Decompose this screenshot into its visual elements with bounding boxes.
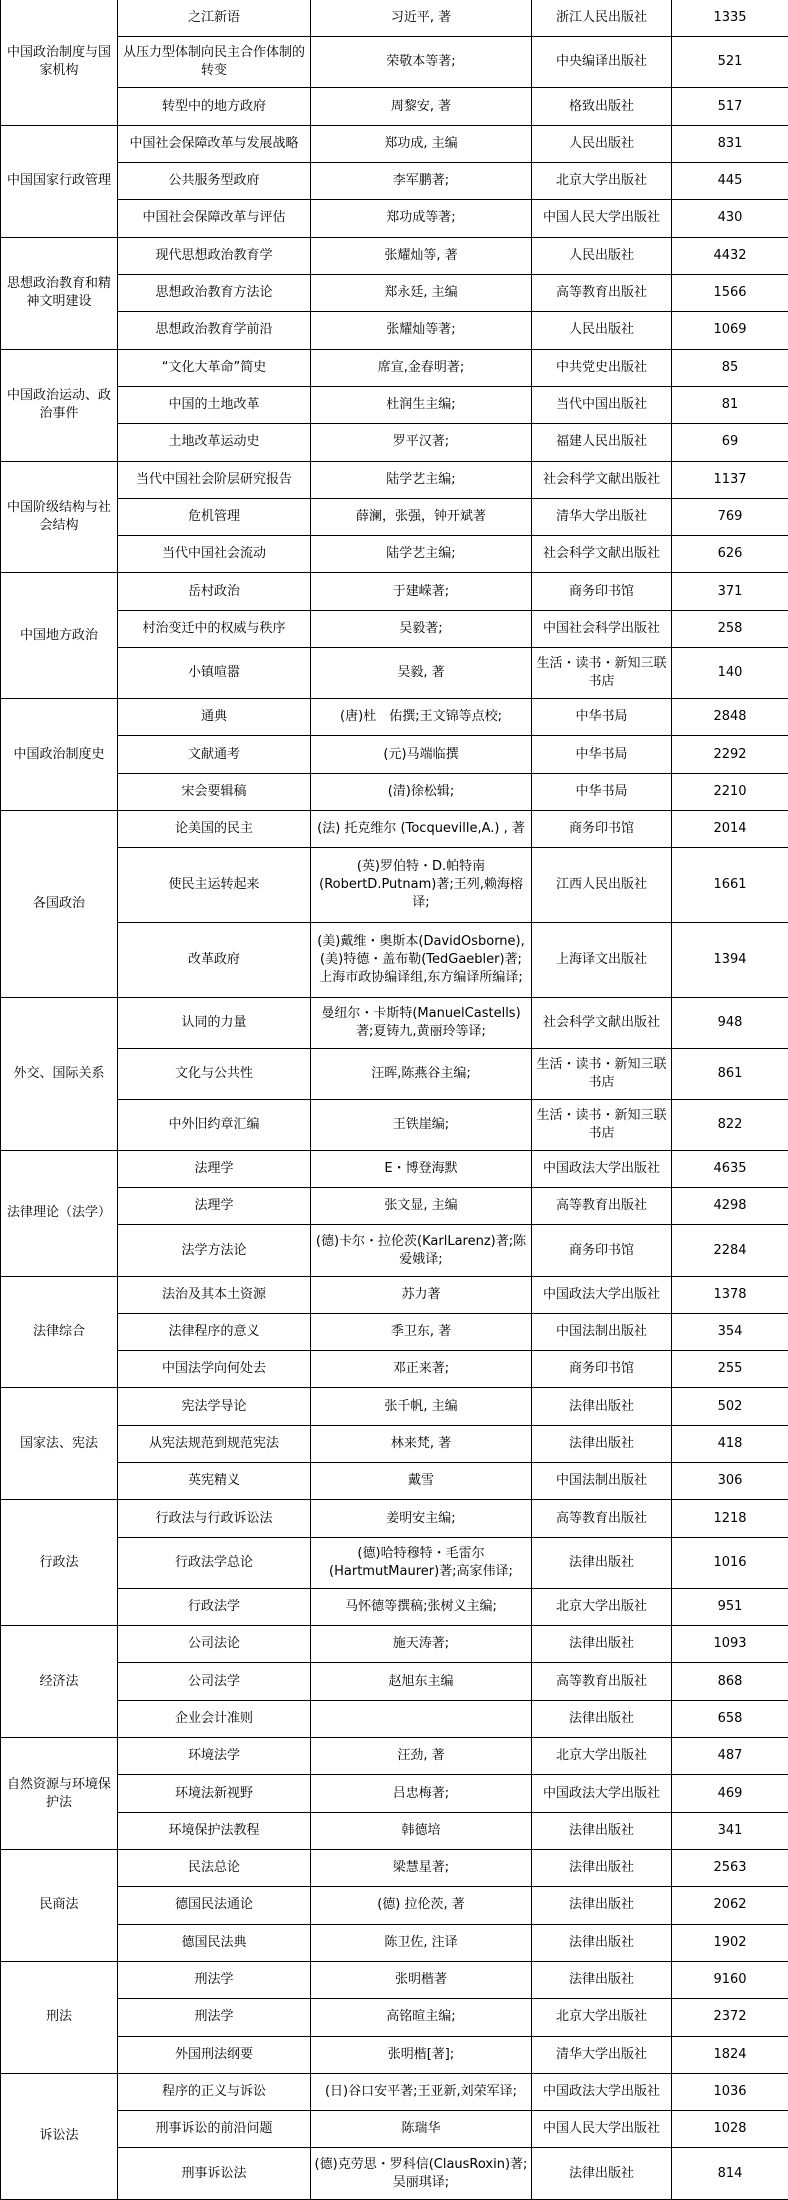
author-cell: 高铭暄主编; <box>311 1999 532 2036</box>
table-row <box>1 1225 788 1276</box>
count-cell: 502 <box>672 1388 788 1425</box>
publisher-cell: 高等教育出版社 <box>532 1188 672 1225</box>
table-row <box>1 1700 788 1737</box>
publisher-cell: 人民出版社 <box>532 237 672 274</box>
count-cell: 1394 <box>672 923 788 998</box>
count-cell: 306 <box>672 1463 788 1500</box>
author-cell: 张文显, 主编 <box>311 1188 532 1225</box>
book-title-cell: 改革政府 <box>118 923 311 998</box>
author-cell: 习近平, 著 <box>311 0 532 37</box>
table-row <box>1 0 788 37</box>
publisher-cell: 社会科学文献出版社 <box>532 461 672 498</box>
count-cell: 85 <box>672 349 788 386</box>
publisher-cell: 中国法制出版社 <box>532 1313 672 1350</box>
author-cell: 戴雪 <box>311 1463 532 1500</box>
author-cell: 姜明安主编; <box>311 1500 532 1537</box>
author-cell: (清)徐松辑; <box>311 773 532 810</box>
book-title-cell: 公司法学 <box>118 1663 311 1700</box>
count-cell: 469 <box>672 1775 788 1812</box>
author-cell: 梁慧星著; <box>311 1849 532 1886</box>
book-title-cell: 刑法学 <box>118 1961 311 1998</box>
table-row <box>1 1999 788 2036</box>
author-cell: 陆学艺主编; <box>311 536 532 573</box>
publisher-cell: 生活・读书・新知三联书店 <box>532 1099 672 1150</box>
publisher-cell: 法律出版社 <box>532 1887 672 1924</box>
table-row <box>1 573 788 610</box>
count-cell: 1028 <box>672 2111 788 2148</box>
author-cell: 周黎安, 著 <box>311 88 532 125</box>
count-cell: 4432 <box>672 237 788 274</box>
author-cell: (英)罗伯特・D.帕特南(RobertD.Putnam)著;王列,赖海榕译; <box>311 848 532 923</box>
book-title-cell: 公司法论 <box>118 1626 311 1663</box>
table-row <box>1 1099 788 1150</box>
book-title-cell: “文化大革命”简史 <box>118 349 311 386</box>
publisher-cell: 福建人民出版社 <box>532 424 672 461</box>
book-title-cell: 法理学 <box>118 1150 311 1187</box>
count-cell: 418 <box>672 1425 788 1462</box>
author-cell: 马怀德等撰稿;张树义主编; <box>311 1588 532 1625</box>
author-cell: 郑永廷, 主编 <box>311 274 532 311</box>
table-row <box>1 699 788 736</box>
book-title-cell: 村治变迁中的权威与秩序 <box>118 610 311 647</box>
author-cell: 李军鹏著; <box>311 163 532 200</box>
count-cell: 140 <box>672 648 788 699</box>
count-cell: 1824 <box>672 2036 788 2073</box>
count-cell: 354 <box>672 1313 788 1350</box>
author-cell: (德)卡尔・拉伦茨(KarlLarenz)著;陈爱娥译; <box>311 1225 532 1276</box>
book-title-cell: 从压力型体制向民主合作体制的转变 <box>118 37 311 88</box>
table-row <box>1 1048 788 1099</box>
book-title-cell: 法律程序的意义 <box>118 1313 311 1350</box>
table-row <box>1 274 788 311</box>
count-cell: 1069 <box>672 312 788 349</box>
table-row <box>1 2148 788 2200</box>
count-cell: 1335 <box>672 0 788 37</box>
book-title-cell: 中国社会保障改革与发展战略 <box>118 125 311 162</box>
count-cell: 487 <box>672 1738 788 1775</box>
publisher-cell: 商务印书馆 <box>532 1225 672 1276</box>
author-cell: 张千帆, 主编 <box>311 1388 532 1425</box>
book-title-cell: 法学方法论 <box>118 1225 311 1276</box>
book-title-cell: 法理学 <box>118 1188 311 1225</box>
publisher-cell: 商务印书馆 <box>532 573 672 610</box>
book-title-cell: 企业会计准则 <box>118 1700 311 1737</box>
book-title-cell: 中国法学向何处去 <box>118 1351 311 1388</box>
table-row <box>1 1500 788 1537</box>
count-cell: 255 <box>672 1351 788 1388</box>
table-row <box>1 1588 788 1625</box>
count-cell: 521 <box>672 37 788 88</box>
category-cell: 各国政治 <box>1 811 118 998</box>
author-cell: 王铁崖编; <box>311 1099 532 1150</box>
table-row <box>1 498 788 535</box>
count-cell: 1661 <box>672 848 788 923</box>
author-cell: 罗平汉著; <box>311 424 532 461</box>
book-title-cell: 使民主运转起来 <box>118 848 311 923</box>
author-cell: 杜润生主编; <box>311 386 532 423</box>
table-row <box>1 163 788 200</box>
book-title-cell: 环境法学 <box>118 1738 311 1775</box>
publisher-cell: 中华书局 <box>532 773 672 810</box>
table-row <box>1 1388 788 1425</box>
count-cell: 258 <box>672 610 788 647</box>
table-row <box>1 37 788 88</box>
book-title-cell: 思想政治教育方法论 <box>118 274 311 311</box>
author-cell: 韩德培 <box>311 1812 532 1849</box>
count-cell: 4635 <box>672 1150 788 1187</box>
count-cell: 517 <box>672 88 788 125</box>
author-cell: 席宣,金春明著; <box>311 349 532 386</box>
count-cell: 861 <box>672 1048 788 1099</box>
publisher-cell: 人民出版社 <box>532 312 672 349</box>
book-title-cell: 文献通考 <box>118 736 311 773</box>
publisher-cell: 法律出版社 <box>532 1537 672 1588</box>
author-cell: 汪晖,陈燕谷主编; <box>311 1048 532 1099</box>
count-cell: 445 <box>672 163 788 200</box>
category-cell: 中国阶级结构与社会结构 <box>1 461 118 573</box>
author-cell: E・博登海默 <box>311 1150 532 1187</box>
author-cell: 陆学艺主编; <box>311 461 532 498</box>
table-row <box>1 1313 788 1350</box>
publisher-cell: 中国政法大学出版社 <box>532 2073 672 2110</box>
publisher-cell: 法律出版社 <box>532 2148 672 2200</box>
publisher-cell: 法律出版社 <box>532 1700 672 1737</box>
table-row <box>1 386 788 423</box>
publisher-cell: 江西人民出版社 <box>532 848 672 923</box>
book-title-cell: 外国刑法纲要 <box>118 2036 311 2073</box>
publisher-cell: 中华书局 <box>532 699 672 736</box>
table-row <box>1 1775 788 1812</box>
count-cell: 1902 <box>672 1924 788 1961</box>
author-cell: 曼纽尔・卡斯特(ManuelCastells)著;夏铸九,黄丽玲等译; <box>311 997 532 1048</box>
author-cell <box>311 1700 532 1737</box>
publisher-cell: 人民出版社 <box>532 125 672 162</box>
category-cell: 行政法 <box>1 1500 118 1626</box>
table-row <box>1 1188 788 1225</box>
category-cell: 中国地方政治 <box>1 573 118 699</box>
count-cell: 831 <box>672 125 788 162</box>
author-cell: (法) 托克维尔 (Tocqueville,A.) , 著 <box>311 811 532 848</box>
table-row <box>1 1812 788 1849</box>
publisher-cell: 高等教育出版社 <box>532 1500 672 1537</box>
book-title-cell: 宪法学导论 <box>118 1388 311 1425</box>
book-title-cell: 行政法学总论 <box>118 1537 311 1588</box>
author-cell: 汪劲, 著 <box>311 1738 532 1775</box>
publisher-cell: 北京大学出版社 <box>532 1588 672 1625</box>
table-row <box>1 200 788 237</box>
count-cell: 1036 <box>672 2073 788 2110</box>
book-title-cell: 转型中的地方政府 <box>118 88 311 125</box>
author-cell: 荣敬本等著; <box>311 37 532 88</box>
publisher-cell: 中共党史出版社 <box>532 349 672 386</box>
author-cell: 吴毅著; <box>311 610 532 647</box>
table-row <box>1 1961 788 1998</box>
publisher-cell: 北京大学出版社 <box>532 163 672 200</box>
count-cell: 4298 <box>672 1188 788 1225</box>
publisher-cell: 商务印书馆 <box>532 1351 672 1388</box>
author-cell: 林来梵, 著 <box>311 1425 532 1462</box>
publisher-cell: 中国人民大学出版社 <box>532 2111 672 2148</box>
table-row <box>1 2111 788 2148</box>
author-cell: 施天涛著; <box>311 1626 532 1663</box>
count-cell: 2292 <box>672 736 788 773</box>
count-cell: 658 <box>672 1700 788 1737</box>
count-cell: 1218 <box>672 1500 788 1537</box>
publisher-cell: 社会科学文献出版社 <box>532 536 672 573</box>
table-row <box>1 811 788 848</box>
category-cell: 国家法、宪法 <box>1 1388 118 1500</box>
book-title-cell: 土地改革运动史 <box>118 424 311 461</box>
table-row <box>1 1276 788 1313</box>
table-row <box>1 1849 788 1886</box>
book-title-cell: 刑事诉讼的前沿问题 <box>118 2111 311 2148</box>
table-row <box>1 312 788 349</box>
author-cell: 陈卫佐, 注译 <box>311 1924 532 1961</box>
publisher-cell: 当代中国出版社 <box>532 386 672 423</box>
category-cell: 中国政治运动、政治事件 <box>1 349 118 461</box>
category-cell: 诉讼法 <box>1 2073 118 2199</box>
category-cell: 经济法 <box>1 1626 118 1738</box>
publisher-cell: 清华大学出版社 <box>532 2036 672 2073</box>
book-title-cell: 环境法新视野 <box>118 1775 311 1812</box>
table-row <box>1 736 788 773</box>
book-title-cell: 现代思想政治教育学 <box>118 237 311 274</box>
book-title-cell: 民法总论 <box>118 1849 311 1886</box>
publisher-cell: 社会科学文献出版社 <box>532 997 672 1048</box>
count-cell: 430 <box>672 200 788 237</box>
count-cell: 1137 <box>672 461 788 498</box>
book-title-cell: 程序的正义与诉讼 <box>118 2073 311 2110</box>
publisher-cell: 中国法制出版社 <box>532 1463 672 1500</box>
table-row <box>1 2036 788 2073</box>
count-cell: 951 <box>672 1588 788 1625</box>
table-row <box>1 997 788 1048</box>
author-cell: 苏力著 <box>311 1276 532 1313</box>
table-row <box>1 1463 788 1500</box>
table-row <box>1 349 788 386</box>
author-cell: 于建嵘著; <box>311 573 532 610</box>
book-title-cell: 通典 <box>118 699 311 736</box>
category-cell: 外交、国际关系 <box>1 997 118 1150</box>
table-row <box>1 848 788 923</box>
book-title-cell: 公共服务型政府 <box>118 163 311 200</box>
count-cell: 9160 <box>672 1961 788 1998</box>
count-cell: 948 <box>672 997 788 1048</box>
count-cell: 769 <box>672 498 788 535</box>
count-cell: 69 <box>672 424 788 461</box>
publisher-cell: 法律出版社 <box>532 1961 672 1998</box>
book-title-cell: 之江新语 <box>118 0 311 37</box>
table-row <box>1 923 788 998</box>
author-cell: 张明楷[著]; <box>311 2036 532 2073</box>
category-cell: 思想政治教育和精神文明建设 <box>1 237 118 349</box>
count-cell: 1093 <box>672 1626 788 1663</box>
count-cell: 2284 <box>672 1225 788 1276</box>
author-cell: (德)克劳思・罗科信(ClausRoxin)著;吴丽琪译; <box>311 2148 532 2200</box>
count-cell: 2014 <box>672 811 788 848</box>
table-row <box>1 1150 788 1187</box>
table-row <box>1 1626 788 1663</box>
table-row <box>1 1663 788 1700</box>
book-title-cell: 中外旧约章汇编 <box>118 1099 311 1150</box>
table-row <box>1 125 788 162</box>
table-row <box>1 237 788 274</box>
publisher-cell: 中华书局 <box>532 736 672 773</box>
table-row <box>1 461 788 498</box>
table-row <box>1 1425 788 1462</box>
author-cell: (元)马端临撰 <box>311 736 532 773</box>
category-cell: 中国政治制度史 <box>1 699 118 811</box>
author-cell: 邓正来著; <box>311 1351 532 1388</box>
author-cell: 张明楷著 <box>311 1961 532 1998</box>
table-row <box>1 536 788 573</box>
table-row <box>1 648 788 699</box>
publisher-cell: 法律出版社 <box>532 1849 672 1886</box>
publisher-cell: 中国人民大学出版社 <box>532 200 672 237</box>
publisher-cell: 北京大学出版社 <box>532 1738 672 1775</box>
author-cell: (德)哈特穆特・毛雷尔(HartmutMaurer)著;高家伟译; <box>311 1537 532 1588</box>
book-title-cell: 文化与公共性 <box>118 1048 311 1099</box>
book-title-cell: 行政法与行政诉讼法 <box>118 1500 311 1537</box>
table-row <box>1 610 788 647</box>
publisher-cell: 高等教育出版社 <box>532 1663 672 1700</box>
category-cell: 自然资源与环境保护法 <box>1 1738 118 1850</box>
author-cell: 陈瑞华 <box>311 2111 532 2148</box>
count-cell: 626 <box>672 536 788 573</box>
book-title-cell: 认同的力量 <box>118 997 311 1048</box>
publisher-cell: 中央编译出版社 <box>532 37 672 88</box>
author-cell: (德) 拉伦茨, 著 <box>311 1887 532 1924</box>
publisher-cell: 法律出版社 <box>532 1626 672 1663</box>
publisher-cell: 浙江人民出版社 <box>532 0 672 37</box>
publisher-cell: 北京大学出版社 <box>532 1999 672 2036</box>
author-cell: 张耀灿等著; <box>311 312 532 349</box>
count-cell: 2563 <box>672 1849 788 1886</box>
publisher-cell: 高等教育出版社 <box>532 274 672 311</box>
book-title-cell: 法治及其本土资源 <box>118 1276 311 1313</box>
table-row <box>1 1924 788 1961</box>
book-title-cell: 当代中国社会阶层研究报告 <box>118 461 311 498</box>
book-title-cell: 当代中国社会流动 <box>118 536 311 573</box>
publisher-cell: 清华大学出版社 <box>532 498 672 535</box>
category-cell: 法律综合 <box>1 1276 118 1388</box>
publisher-cell: 格致出版社 <box>532 88 672 125</box>
count-cell: 822 <box>672 1099 788 1150</box>
book-title-cell: 岳村政治 <box>118 573 311 610</box>
publisher-cell: 法律出版社 <box>532 1425 672 1462</box>
publisher-cell: 生活・读书・新知三联书店 <box>532 648 672 699</box>
author-cell: 郑功成等著; <box>311 200 532 237</box>
book-title-cell: 德国民法通论 <box>118 1887 311 1924</box>
table-row <box>1 1537 788 1588</box>
author-cell: (日)谷口安平著;王亚新,刘荣军译; <box>311 2073 532 2110</box>
publisher-cell: 法律出版社 <box>532 1924 672 1961</box>
author-cell: 郑功成, 主编 <box>311 125 532 162</box>
table-row <box>1 424 788 461</box>
count-cell: 81 <box>672 386 788 423</box>
book-title-cell: 英宪精义 <box>118 1463 311 1500</box>
book-title-cell: 行政法学 <box>118 1588 311 1625</box>
author-cell: 薛澜，张强，钟开斌著 <box>311 498 532 535</box>
publisher-cell: 中国政法大学出版社 <box>532 1775 672 1812</box>
table-body <box>1 0 788 2200</box>
book-title-cell: 环境保护法教程 <box>118 1812 311 1849</box>
count-cell: 1378 <box>672 1276 788 1313</box>
book-title-cell: 中国社会保障改革与评估 <box>118 200 311 237</box>
book-title-cell: 小镇喧嚣 <box>118 648 311 699</box>
category-cell: 中国国家行政管理 <box>1 125 118 237</box>
book-title-cell: 危机管理 <box>118 498 311 535</box>
author-cell: (唐)杜 佑撰;王文锦等点校; <box>311 699 532 736</box>
book-title-cell: 宋会要辑稿 <box>118 773 311 810</box>
count-cell: 2210 <box>672 773 788 810</box>
publisher-cell: 上海译文出版社 <box>532 923 672 998</box>
author-cell: 吴毅, 著 <box>311 648 532 699</box>
publisher-cell: 生活・读书・新知三联书店 <box>532 1048 672 1099</box>
table-row <box>1 1738 788 1775</box>
book-title-cell: 中国的土地改革 <box>118 386 311 423</box>
book-title-cell: 思想政治教育学前沿 <box>118 312 311 349</box>
author-cell: 吕忠梅著; <box>311 1775 532 1812</box>
category-cell: 刑法 <box>1 1961 118 2073</box>
author-cell: 赵旭东主编 <box>311 1663 532 1700</box>
count-cell: 814 <box>672 2148 788 2200</box>
count-cell: 2372 <box>672 1999 788 2036</box>
count-cell: 2848 <box>672 699 788 736</box>
publisher-cell: 商务印书馆 <box>532 811 672 848</box>
author-cell: 张耀灿等, 著 <box>311 237 532 274</box>
publisher-cell: 中国政法大学出版社 <box>532 1276 672 1313</box>
book-title-cell: 论美国的民主 <box>118 811 311 848</box>
count-cell: 341 <box>672 1812 788 1849</box>
count-cell: 868 <box>672 1663 788 1700</box>
publisher-cell: 法律出版社 <box>532 1388 672 1425</box>
book-title-cell: 刑事诉讼法 <box>118 2148 311 2200</box>
count-cell: 1016 <box>672 1537 788 1588</box>
category-cell: 中国政治制度与国家机构 <box>1 0 118 125</box>
table-row <box>1 773 788 810</box>
publisher-cell: 法律出版社 <box>532 1812 672 1849</box>
book-title-cell: 从宪法规范到规范宪法 <box>118 1425 311 1462</box>
book-title-cell: 刑法学 <box>118 1999 311 2036</box>
count-cell: 371 <box>672 573 788 610</box>
table-row <box>1 88 788 125</box>
table-row <box>1 2073 788 2110</box>
publisher-cell: 中国政法大学出版社 <box>532 1150 672 1187</box>
category-cell: 民商法 <box>1 1849 118 1961</box>
count-cell: 2062 <box>672 1887 788 1924</box>
author-cell: 季卫东, 著 <box>311 1313 532 1350</box>
category-cell: 法律理论（法学） <box>1 1150 118 1276</box>
count-cell: 1566 <box>672 274 788 311</box>
book-title-cell: 德国民法典 <box>118 1924 311 1961</box>
publisher-cell: 中国社会科学出版社 <box>532 610 672 647</box>
table-row <box>1 1887 788 1924</box>
table-row <box>1 1351 788 1388</box>
author-cell: (美)戴维・奥斯本(DavidOsborne),(美)特德・盖布勒(TedGaebler)著;上海市政协编译组,东方编译所编译; <box>311 923 532 998</box>
